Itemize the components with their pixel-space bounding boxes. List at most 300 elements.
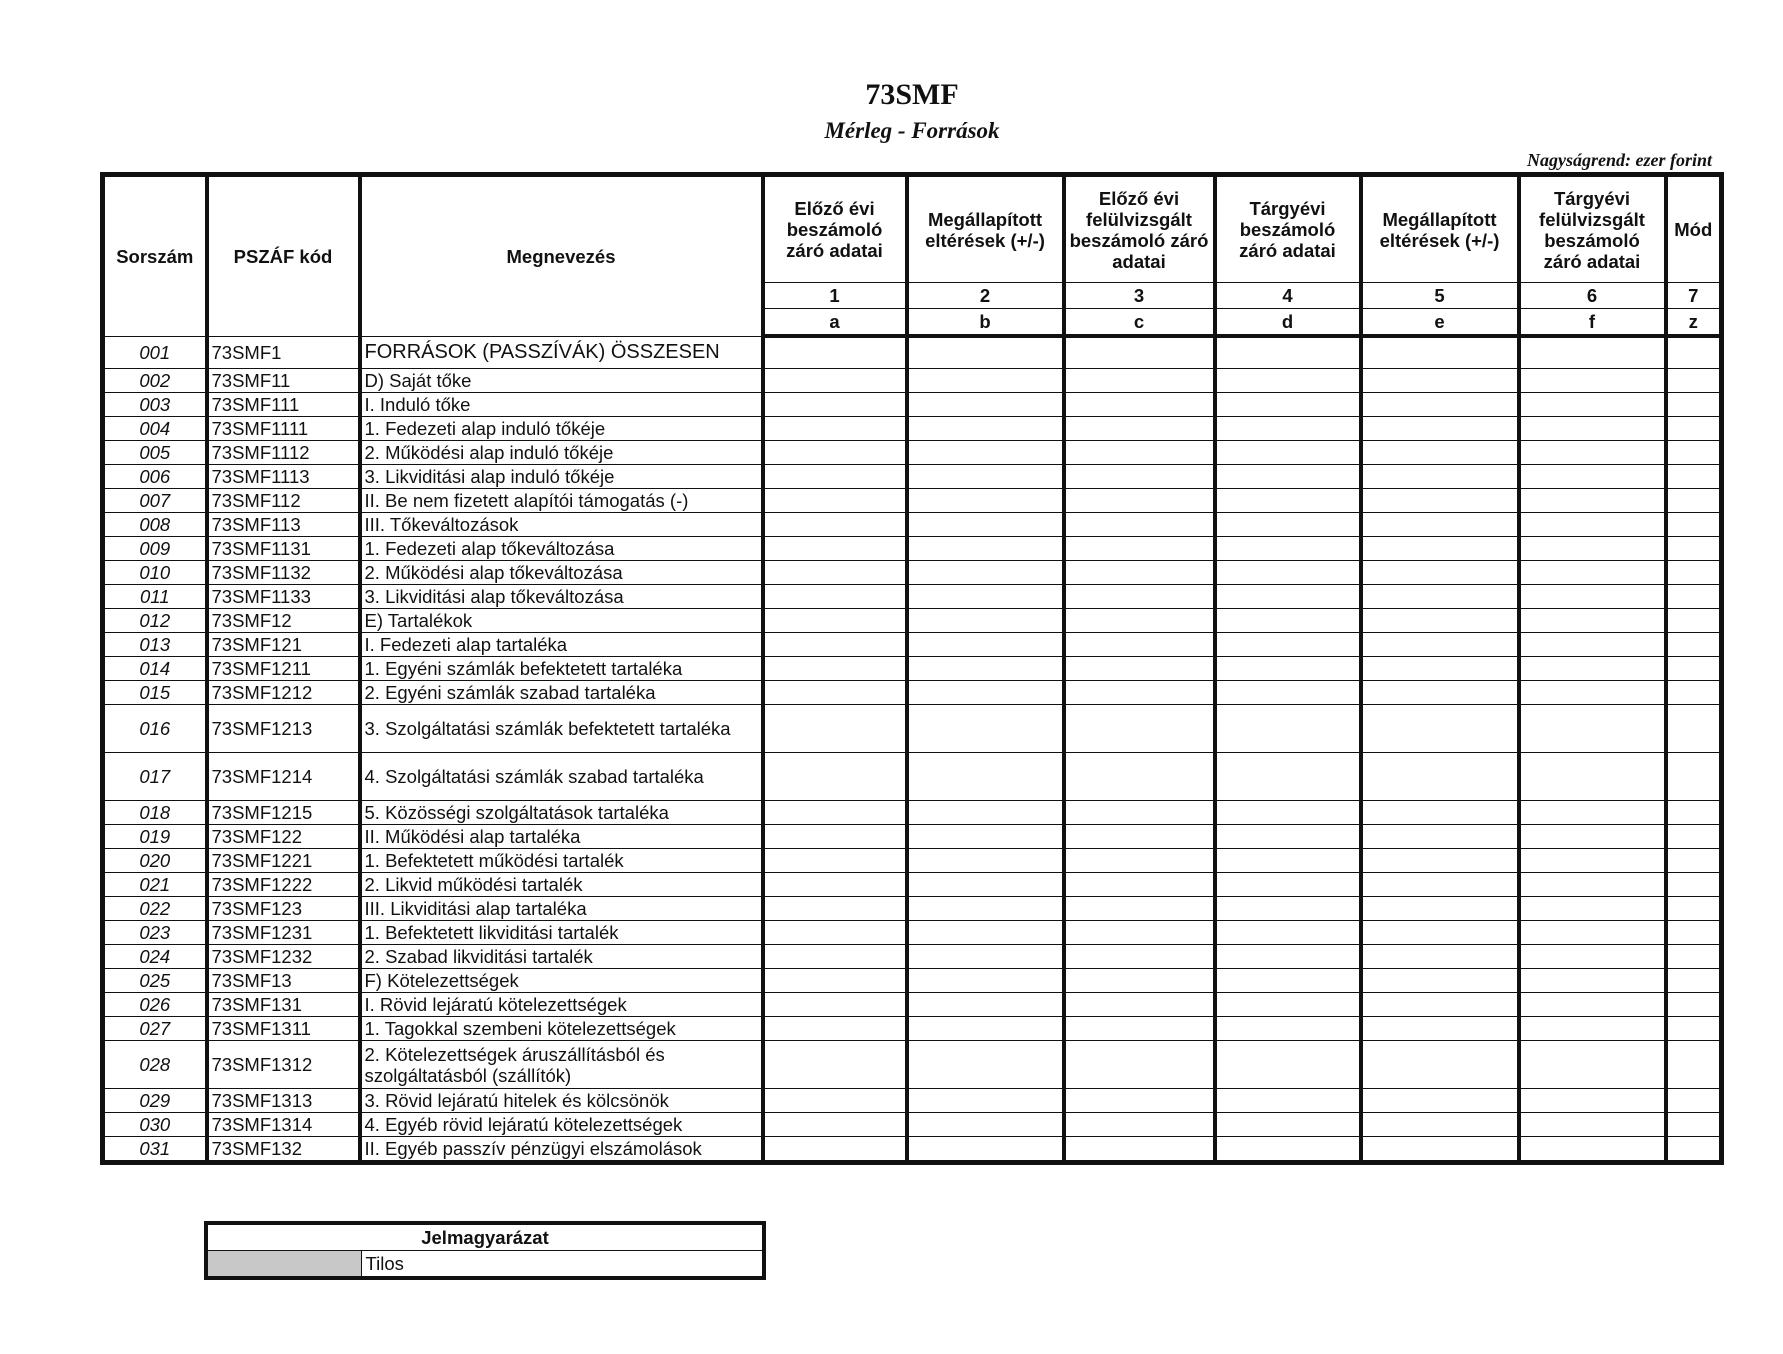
value-cell-col-7[interactable] <box>1666 897 1722 921</box>
table-row <box>103 336 1722 369</box>
value-cell-col-2[interactable] <box>907 873 1064 897</box>
value-cell-col-1[interactable] <box>763 537 907 561</box>
value-cell-col-4[interactable] <box>1215 753 1361 801</box>
value-cell-col-7[interactable] <box>1666 489 1722 513</box>
value-cell-col-7[interactable] <box>1666 873 1722 897</box>
value-cell-col-2[interactable] <box>907 1089 1064 1113</box>
value-cell-col-2[interactable] <box>907 897 1064 921</box>
header-col-letter: c <box>1064 309 1215 337</box>
value-cell-col-5[interactable] <box>1361 705 1519 753</box>
value-cell-col-1[interactable] <box>763 393 907 417</box>
row-sorszam: 024 <box>103 945 207 969</box>
value-cell-col-3[interactable] <box>1064 921 1215 945</box>
value-cell-col-3[interactable] <box>1064 873 1215 897</box>
row-name: 2. Egyéni számlák szabad tartaléka <box>360 681 763 705</box>
value-cell-col-3[interactable] <box>1064 537 1215 561</box>
value-cell-col-7[interactable] <box>1666 945 1722 969</box>
header-megnevezes: Megnevezés <box>360 175 763 337</box>
value-cell-col-6[interactable] <box>1519 873 1666 897</box>
value-cell-col-4[interactable] <box>1215 441 1361 465</box>
value-cell-col-6[interactable] <box>1519 921 1666 945</box>
row-sorszam: 028 <box>103 1041 207 1089</box>
row-pszaf-code: 73SMF122 <box>207 825 360 849</box>
value-cell-col-6[interactable] <box>1519 1017 1666 1041</box>
header-col-number: 1 <box>763 283 907 309</box>
row-name: 3. Rövid lejáratú hitelek és kölcsönök <box>360 1089 763 1113</box>
value-cell-col-7[interactable] <box>1666 705 1722 753</box>
value-cell-col-1[interactable] <box>763 513 907 537</box>
value-cell-col-4[interactable] <box>1215 1113 1361 1137</box>
value-cell-col-1[interactable] <box>763 441 907 465</box>
value-cell-col-3[interactable] <box>1064 849 1215 873</box>
row-sorszam: 007 <box>103 489 207 513</box>
value-cell-col-2[interactable] <box>907 945 1064 969</box>
row-pszaf-code: 73SMF132 <box>207 1137 360 1163</box>
value-cell-col-2[interactable] <box>907 441 1064 465</box>
row-sorszam: 005 <box>103 441 207 465</box>
value-cell-col-1[interactable] <box>763 753 907 801</box>
legend <box>204 1221 766 1280</box>
value-cell-col-1[interactable] <box>763 489 907 513</box>
header-col-1: Előző évi beszámoló záró adatai <box>763 175 907 283</box>
table-row <box>103 369 1722 393</box>
value-cell-col-5[interactable] <box>1361 633 1519 657</box>
value-cell-col-6[interactable] <box>1519 336 1666 369</box>
table-row <box>103 393 1722 417</box>
value-cell-col-7[interactable] <box>1666 633 1722 657</box>
value-cell-col-2[interactable] <box>907 369 1064 393</box>
value-cell-col-6[interactable] <box>1519 1113 1666 1137</box>
value-cell-col-1[interactable] <box>763 1017 907 1041</box>
value-cell-col-2[interactable] <box>907 585 1064 609</box>
value-cell-col-2[interactable] <box>907 849 1064 873</box>
value-cell-col-4[interactable] <box>1215 1017 1361 1041</box>
value-cell-col-3[interactable] <box>1064 393 1215 417</box>
value-cell-col-5[interactable] <box>1361 393 1519 417</box>
value-cell-col-5[interactable] <box>1361 489 1519 513</box>
value-cell-col-4[interactable] <box>1215 417 1361 441</box>
row-sorszam: 026 <box>103 993 207 1017</box>
value-cell-col-5[interactable] <box>1361 921 1519 945</box>
value-cell-col-1[interactable] <box>763 465 907 489</box>
value-cell-col-6[interactable] <box>1519 561 1666 585</box>
value-cell-col-6[interactable] <box>1519 705 1666 753</box>
value-cell-col-1[interactable] <box>763 1113 907 1137</box>
value-cell-col-2[interactable] <box>907 561 1064 585</box>
table-row <box>103 417 1722 441</box>
value-cell-col-2[interactable] <box>907 1017 1064 1041</box>
value-cell-col-3[interactable] <box>1064 705 1215 753</box>
row-name: 1. Fedezeti alap induló tőkéje <box>360 417 763 441</box>
value-cell-col-2[interactable] <box>907 993 1064 1017</box>
value-cell-col-6[interactable] <box>1519 369 1666 393</box>
header-col-5: Megállapított eltérések (+/-) <box>1361 175 1519 283</box>
value-cell-col-6[interactable] <box>1519 417 1666 441</box>
value-cell-col-3[interactable] <box>1064 657 1215 681</box>
value-cell-col-4[interactable] <box>1215 336 1361 369</box>
legend-swatch <box>206 1251 361 1279</box>
value-cell-col-5[interactable] <box>1361 1113 1519 1137</box>
value-cell-col-7[interactable] <box>1666 993 1722 1017</box>
row-name: I. Rövid lejáratú kötelezettségek <box>360 993 763 1017</box>
row-name: I. Induló tőke <box>360 393 763 417</box>
value-cell-col-7[interactable] <box>1666 537 1722 561</box>
value-cell-col-6[interactable] <box>1519 1137 1666 1163</box>
value-cell-col-4[interactable] <box>1215 825 1361 849</box>
value-cell-col-7[interactable] <box>1666 393 1722 417</box>
value-cell-col-7[interactable] <box>1666 849 1722 873</box>
value-cell-col-2[interactable] <box>907 489 1064 513</box>
row-name: 2. Kötelezettségek áruszállításból és szolgáltatásból (szállítók) <box>360 1041 763 1089</box>
value-cell-col-4[interactable] <box>1215 1089 1361 1113</box>
value-cell-col-6[interactable] <box>1519 897 1666 921</box>
value-cell-col-3[interactable] <box>1064 465 1215 489</box>
value-cell-col-1[interactable] <box>763 945 907 969</box>
row-pszaf-code: 73SMF123 <box>207 897 360 921</box>
value-cell-col-3[interactable] <box>1064 633 1215 657</box>
value-cell-col-4[interactable] <box>1215 393 1361 417</box>
row-pszaf-code: 73SMF131 <box>207 993 360 1017</box>
row-name: I. Fedezeti alap tartaléka <box>360 633 763 657</box>
row-name: III. Tőkeváltozások <box>360 513 763 537</box>
value-cell-col-3[interactable] <box>1064 993 1215 1017</box>
value-cell-col-4[interactable] <box>1215 513 1361 537</box>
value-cell-col-6[interactable] <box>1519 585 1666 609</box>
value-cell-col-5[interactable] <box>1361 417 1519 441</box>
value-cell-col-7[interactable] <box>1666 1041 1722 1089</box>
value-cell-col-2[interactable] <box>907 633 1064 657</box>
value-cell-col-3[interactable] <box>1064 609 1215 633</box>
value-cell-col-1[interactable] <box>763 1137 907 1163</box>
header-col-letter: z <box>1666 309 1722 337</box>
header-col-letter: d <box>1215 309 1361 337</box>
row-sorszam: 002 <box>103 369 207 393</box>
value-cell-col-6[interactable] <box>1519 393 1666 417</box>
value-cell-col-1[interactable] <box>763 633 907 657</box>
value-cell-col-5[interactable] <box>1361 1017 1519 1041</box>
row-name: D) Saját tőke <box>360 369 763 393</box>
value-cell-col-5[interactable] <box>1361 825 1519 849</box>
table-row <box>103 705 1722 753</box>
value-cell-col-6[interactable] <box>1519 801 1666 825</box>
value-cell-col-6[interactable] <box>1519 753 1666 801</box>
row-pszaf-code: 73SMF1212 <box>207 681 360 705</box>
value-cell-col-3[interactable] <box>1064 585 1215 609</box>
value-cell-col-3[interactable] <box>1064 1041 1215 1089</box>
table-row <box>103 825 1722 849</box>
table-row <box>103 873 1722 897</box>
value-cell-col-1[interactable] <box>763 657 907 681</box>
value-cell-col-1[interactable] <box>763 705 907 753</box>
row-name: 2. Likvid működési tartalék <box>360 873 763 897</box>
value-cell-col-7[interactable] <box>1666 825 1722 849</box>
value-cell-col-6[interactable] <box>1519 465 1666 489</box>
value-cell-col-7[interactable] <box>1666 513 1722 537</box>
table-row <box>103 1089 1722 1113</box>
value-cell-col-4[interactable] <box>1215 465 1361 489</box>
value-cell-col-1[interactable] <box>763 801 907 825</box>
value-cell-col-4[interactable] <box>1215 873 1361 897</box>
value-cell-col-2[interactable] <box>907 657 1064 681</box>
header-col-2: Megállapított eltérések (+/-) <box>907 175 1064 283</box>
value-cell-col-6[interactable] <box>1519 657 1666 681</box>
value-cell-col-3[interactable] <box>1064 1113 1215 1137</box>
row-name: 1. Befektetett működési tartalék <box>360 849 763 873</box>
header-col-letter: b <box>907 309 1064 337</box>
value-cell-col-1[interactable] <box>763 336 907 369</box>
value-cell-col-4[interactable] <box>1215 609 1361 633</box>
row-pszaf-code: 73SMF1215 <box>207 801 360 825</box>
table-row <box>103 849 1722 873</box>
row-name: 4. Egyéb rövid lejáratú kötelezettségek <box>360 1113 763 1137</box>
value-cell-col-3[interactable] <box>1064 753 1215 801</box>
value-cell-col-6[interactable] <box>1519 609 1666 633</box>
value-cell-col-3[interactable] <box>1064 336 1215 369</box>
value-cell-col-6[interactable] <box>1519 1089 1666 1113</box>
value-cell-col-1[interactable] <box>763 1041 907 1089</box>
value-cell-col-3[interactable] <box>1064 1017 1215 1041</box>
value-cell-col-1[interactable] <box>763 417 907 441</box>
value-cell-col-2[interactable] <box>907 609 1064 633</box>
value-cell-col-7[interactable] <box>1666 1113 1722 1137</box>
value-cell-col-7[interactable] <box>1666 657 1722 681</box>
value-cell-col-1[interactable] <box>763 825 907 849</box>
value-cell-col-2[interactable] <box>907 969 1064 993</box>
value-cell-col-5[interactable] <box>1361 801 1519 825</box>
value-cell-col-4[interactable] <box>1215 657 1361 681</box>
value-cell-col-6[interactable] <box>1519 633 1666 657</box>
value-cell-col-1[interactable] <box>763 585 907 609</box>
value-cell-col-5[interactable] <box>1361 561 1519 585</box>
value-cell-col-7[interactable] <box>1666 585 1722 609</box>
value-cell-col-7[interactable] <box>1666 801 1722 825</box>
value-cell-col-1[interactable] <box>763 561 907 585</box>
row-name: 3. Szolgáltatási számlák befektetett tartaléka <box>360 705 763 753</box>
row-name: II. Egyéb passzív pénzügyi elszámolások <box>360 1137 763 1163</box>
table-row <box>103 753 1722 801</box>
value-cell-col-6[interactable] <box>1519 489 1666 513</box>
value-cell-col-4[interactable] <box>1215 945 1361 969</box>
value-cell-col-3[interactable] <box>1064 801 1215 825</box>
value-cell-col-7[interactable] <box>1666 561 1722 585</box>
value-cell-col-5[interactable] <box>1361 873 1519 897</box>
value-cell-col-5[interactable] <box>1361 1137 1519 1163</box>
row-name: II. Működési alap tartaléka <box>360 825 763 849</box>
value-cell-col-2[interactable] <box>907 921 1064 945</box>
value-cell-col-5[interactable] <box>1361 465 1519 489</box>
value-cell-col-1[interactable] <box>763 921 907 945</box>
value-cell-col-4[interactable] <box>1215 849 1361 873</box>
value-cell-col-4[interactable] <box>1215 1137 1361 1163</box>
value-cell-col-4[interactable] <box>1215 897 1361 921</box>
value-cell-col-2[interactable] <box>907 753 1064 801</box>
value-cell-col-6[interactable] <box>1519 441 1666 465</box>
value-cell-col-4[interactable] <box>1215 633 1361 657</box>
value-cell-col-1[interactable] <box>763 897 907 921</box>
row-pszaf-code: 73SMF111 <box>207 393 360 417</box>
value-cell-col-7[interactable] <box>1666 417 1722 441</box>
value-cell-col-2[interactable] <box>907 1113 1064 1137</box>
row-name: 3. Likviditási alap induló tőkéje <box>360 465 763 489</box>
value-cell-col-6[interactable] <box>1519 825 1666 849</box>
page-subtitle: Mérleg - Források <box>824 118 1000 143</box>
row-name: 1. Befektetett likviditási tartalék <box>360 921 763 945</box>
value-cell-col-6[interactable] <box>1519 681 1666 705</box>
row-sorszam: 018 <box>103 801 207 825</box>
value-cell-col-3[interactable] <box>1064 945 1215 969</box>
value-cell-col-6[interactable] <box>1519 537 1666 561</box>
value-cell-col-4[interactable] <box>1215 369 1361 393</box>
row-name: 1. Fedezeti alap tőkeváltozása <box>360 537 763 561</box>
value-cell-col-2[interactable] <box>907 825 1064 849</box>
row-sorszam: 025 <box>103 969 207 993</box>
header-col-number: 5 <box>1361 283 1519 309</box>
row-pszaf-code: 73SMF1113 <box>207 465 360 489</box>
value-cell-col-2[interactable] <box>907 513 1064 537</box>
value-cell-col-2[interactable] <box>907 417 1064 441</box>
balance-table <box>100 172 1724 1165</box>
value-cell-col-3[interactable] <box>1064 1089 1215 1113</box>
value-cell-col-4[interactable] <box>1215 1041 1361 1089</box>
value-cell-col-3[interactable] <box>1064 825 1215 849</box>
row-name: 2. Működési alap tőkeváltozása <box>360 561 763 585</box>
value-cell-col-6[interactable] <box>1519 513 1666 537</box>
value-cell-col-7[interactable] <box>1666 753 1722 801</box>
value-cell-col-3[interactable] <box>1064 897 1215 921</box>
value-cell-col-4[interactable] <box>1215 993 1361 1017</box>
value-cell-col-5[interactable] <box>1361 753 1519 801</box>
row-sorszam: 031 <box>103 1137 207 1163</box>
value-cell-col-1[interactable] <box>763 609 907 633</box>
row-pszaf-code: 73SMF1211 <box>207 657 360 681</box>
value-cell-col-7[interactable] <box>1666 609 1722 633</box>
value-cell-col-4[interactable] <box>1215 561 1361 585</box>
value-cell-col-5[interactable] <box>1361 945 1519 969</box>
value-cell-col-3[interactable] <box>1064 417 1215 441</box>
value-cell-col-7[interactable] <box>1666 336 1722 369</box>
value-cell-col-3[interactable] <box>1064 681 1215 705</box>
table-row <box>103 993 1722 1017</box>
value-cell-col-5[interactable] <box>1361 585 1519 609</box>
row-pszaf-code: 73SMF1313 <box>207 1089 360 1113</box>
value-cell-col-1[interactable] <box>763 849 907 873</box>
value-cell-col-4[interactable] <box>1215 801 1361 825</box>
value-cell-col-5[interactable] <box>1361 969 1519 993</box>
header-col-letter: f <box>1519 309 1666 337</box>
value-cell-col-3[interactable] <box>1064 561 1215 585</box>
table-row <box>103 657 1722 681</box>
row-name: 5. Közösségi szolgáltatások tartaléka <box>360 801 763 825</box>
value-cell-col-7[interactable] <box>1666 1017 1722 1041</box>
value-cell-col-4[interactable] <box>1215 537 1361 561</box>
value-cell-col-5[interactable] <box>1361 1041 1519 1089</box>
value-cell-col-2[interactable] <box>907 681 1064 705</box>
row-pszaf-code: 73SMF12 <box>207 609 360 633</box>
row-pszaf-code: 73SMF1314 <box>207 1113 360 1137</box>
table-row <box>103 465 1722 489</box>
value-cell-col-1[interactable] <box>763 993 907 1017</box>
value-cell-col-4[interactable] <box>1215 921 1361 945</box>
value-cell-col-7[interactable] <box>1666 969 1722 993</box>
value-cell-col-4[interactable] <box>1215 489 1361 513</box>
value-cell-col-3[interactable] <box>1064 369 1215 393</box>
value-cell-col-5[interactable] <box>1361 537 1519 561</box>
header-col-number: 7 <box>1666 283 1722 309</box>
row-pszaf-code: 73SMF1221 <box>207 849 360 873</box>
value-cell-col-7[interactable] <box>1666 921 1722 945</box>
row-sorszam: 006 <box>103 465 207 489</box>
value-cell-col-5[interactable] <box>1361 849 1519 873</box>
value-cell-col-4[interactable] <box>1215 969 1361 993</box>
value-cell-col-3[interactable] <box>1064 513 1215 537</box>
value-cell-col-4[interactable] <box>1215 681 1361 705</box>
value-cell-col-7[interactable] <box>1666 681 1722 705</box>
table-row <box>103 1137 1722 1163</box>
value-cell-col-1[interactable] <box>763 873 907 897</box>
value-cell-col-6[interactable] <box>1519 993 1666 1017</box>
value-cell-col-2[interactable] <box>907 537 1064 561</box>
value-cell-col-7[interactable] <box>1666 441 1722 465</box>
value-cell-col-2[interactable] <box>907 465 1064 489</box>
value-cell-col-5[interactable] <box>1361 609 1519 633</box>
value-cell-col-5[interactable] <box>1361 1089 1519 1113</box>
value-cell-col-5[interactable] <box>1361 681 1519 705</box>
value-cell-col-6[interactable] <box>1519 1041 1666 1089</box>
row-sorszam: 027 <box>103 1017 207 1041</box>
value-cell-col-4[interactable] <box>1215 705 1361 753</box>
value-cell-col-7[interactable] <box>1666 369 1722 393</box>
table-row <box>103 681 1722 705</box>
value-cell-col-7[interactable] <box>1666 1089 1722 1113</box>
value-cell-col-5[interactable] <box>1361 369 1519 393</box>
value-cell-col-6[interactable] <box>1519 945 1666 969</box>
table-row <box>103 609 1722 633</box>
value-cell-col-1[interactable] <box>763 969 907 993</box>
value-cell-col-4[interactable] <box>1215 585 1361 609</box>
value-cell-col-2[interactable] <box>907 705 1064 753</box>
value-cell-col-6[interactable] <box>1519 969 1666 993</box>
value-cell-col-5[interactable] <box>1361 657 1519 681</box>
value-cell-col-5[interactable] <box>1361 441 1519 465</box>
value-cell-col-2[interactable] <box>907 1137 1064 1163</box>
value-cell-col-5[interactable] <box>1361 336 1519 369</box>
row-name: F) Kötelezettségek <box>360 969 763 993</box>
value-cell-col-5[interactable] <box>1361 897 1519 921</box>
value-cell-col-2[interactable] <box>907 393 1064 417</box>
value-cell-col-5[interactable] <box>1361 993 1519 1017</box>
value-cell-col-2[interactable] <box>907 336 1064 369</box>
value-cell-col-1[interactable] <box>763 369 907 393</box>
value-cell-col-7[interactable] <box>1666 1137 1722 1163</box>
value-cell-col-3[interactable] <box>1064 1137 1215 1163</box>
value-cell-col-6[interactable] <box>1519 849 1666 873</box>
value-cell-col-5[interactable] <box>1361 513 1519 537</box>
value-cell-col-2[interactable] <box>907 801 1064 825</box>
value-cell-col-3[interactable] <box>1064 489 1215 513</box>
page-title: 73SMF <box>865 78 959 111</box>
value-cell-col-3[interactable] <box>1064 969 1215 993</box>
row-pszaf-code: 73SMF1213 <box>207 705 360 753</box>
value-cell-col-1[interactable] <box>763 681 907 705</box>
value-cell-col-3[interactable] <box>1064 441 1215 465</box>
value-cell-col-1[interactable] <box>763 1089 907 1113</box>
row-pszaf-code: 73SMF13 <box>207 969 360 993</box>
header-col-number: 4 <box>1215 283 1361 309</box>
row-pszaf-code: 73SMF11 <box>207 369 360 393</box>
value-cell-col-7[interactable] <box>1666 465 1722 489</box>
row-name: III. Likviditási alap tartaléka <box>360 897 763 921</box>
value-cell-col-2[interactable] <box>907 1041 1064 1089</box>
